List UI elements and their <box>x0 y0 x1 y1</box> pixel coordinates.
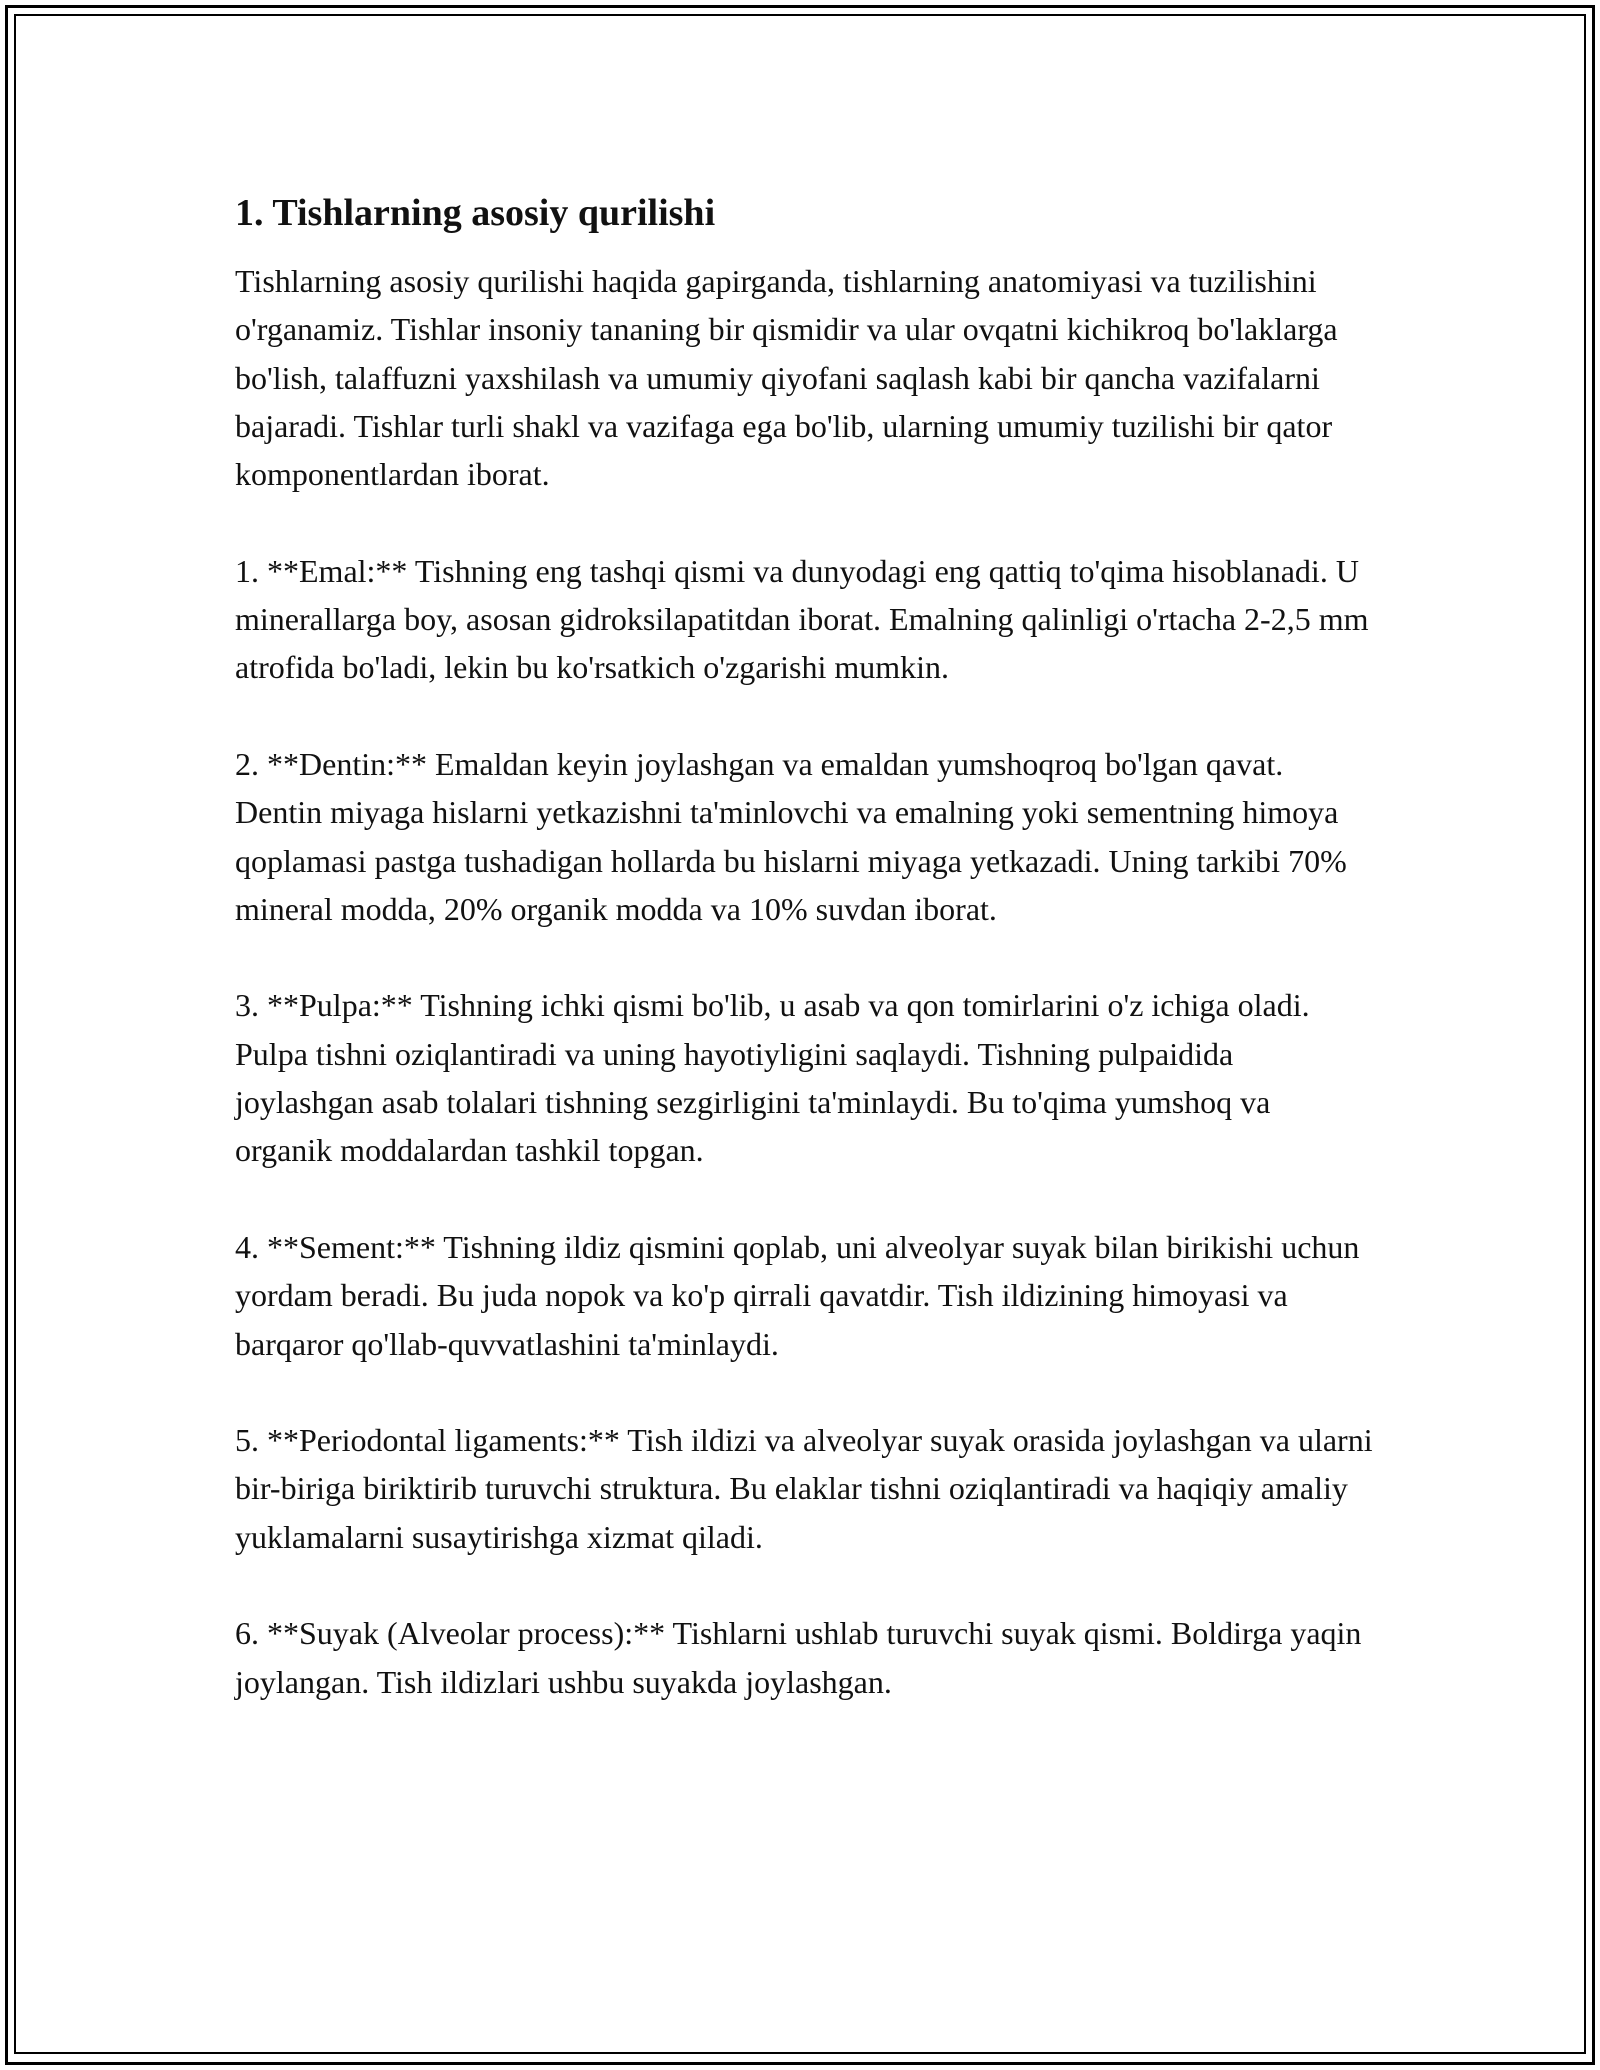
paragraph-sement: 4. **Sement:** Tishning ildiz qismini qoplab, uni alveolyar suyak bilan birikishi uchun yordam beradi. Bu juda nopok va ko'p qirrali qavatdir. Tish ildizining himoyasi va barqaror qo'llab-quvvatlashini ta'minlaydi. <box>235 1228 1360 1362</box>
paragraph-dentin: 2. **Dentin:** Emaldan keyin joylashgan va emaldan yumshoqroq bo'lgan qavat. Dentin miyaga hislarni yetkazishni ta'minlovchi va emalning yoki sementning himoya qoplamasi pastga tushadigan hollarda bu hislarni miyaga yetkazadi. Uning tarkibi 70% mineral modda, 20% organik modda va 10% suvdan iborat. <box>235 745 1347 927</box>
section-heading: 1. Tishlarning asosiy qurilishi <box>235 192 716 234</box>
paragraph-emal: 1. **Emal:** Tishning eng tashqi qismi va dunyodagi eng qattiq to'qima hisoblanadi. U minerallarga boy, asosan gidroksilapatitdan iborat. Emalning qalinligi o'rtacha 2-2,5 mm atrofida bo'ladi, lekin bu ko'rsatkich o'zgarishi mumkin. <box>235 552 1369 686</box>
document-body <box>235 185 1375 1754</box>
paragraph-suyak: 6. **Suyak (Alveolar process):** Tishlarni ushlab turuvchi suyak qismi. Boldirga yaqin joylangan. Tish ildizlari ushbu suyakda joylashgan. <box>235 1615 1362 1700</box>
intro-paragraph: Tishlarning asosiy qurilishi haqida gapirganda, tishlarning anatomiyasi va tuzilishini o'rganamiz. Tishlar insoniy tananing bir qismidir va ular ovqatni kichikroq bo'laklarga bo'lish, talaffuzni yaxshilash va umumiy qiyofani saqlash kabi bir qancha vazifalarni bajaradi. Tishlar turli shakl va vazifaga ega bo'lib, ularning umumiy tuzilishi bir qator komponentlardan iborat. <box>235 263 1338 493</box>
paragraph-periodontal: 5. **Periodontal ligaments:** Tish ildizi va alveolyar suyak orasida joylashgan va ularni bir-biriga biriktirib turuvchi struktura. Bu elaklar tishni oziqlantiradi va haqiqiy amaliy yuklamalarni susaytirishga xizmat qiladi. <box>235 1422 1373 1555</box>
paragraph-pulpa: 3. **Pulpa:** Tishning ichki qismi bo'lib, u asab va qon tomirlarini o'z ichiga oladi. Pulpa tishni oziqlantiradi va uning hayotiyligini saqlaydi. Tishning pulpaidida joylashgan asab tolalari tishning sezgirligini ta'minlaydi. Bu to'qima yumshoq va organik moddalardan tashkil topgan. <box>235 987 1310 1169</box>
